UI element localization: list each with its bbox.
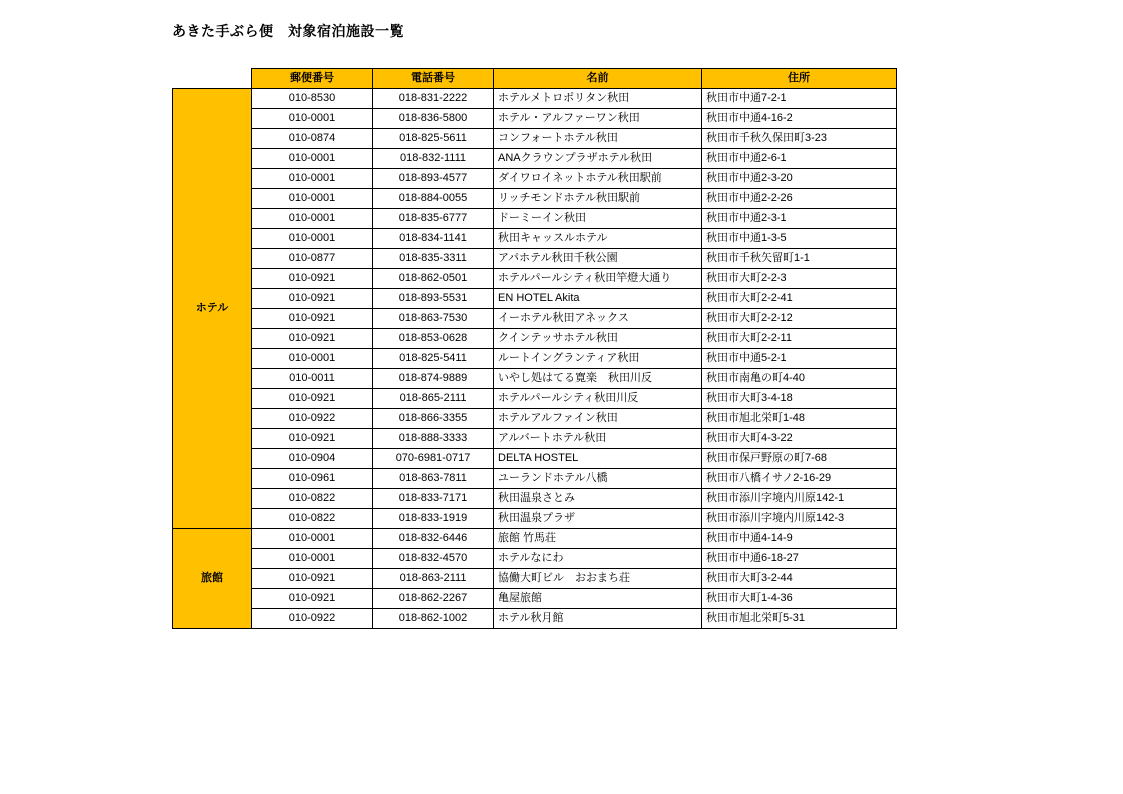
facility-name-cell: EN HOTEL Akita xyxy=(494,289,702,309)
tel-cell: 018-834-1141 xyxy=(373,229,494,249)
facility-name-cell: 秋田温泉プラザ xyxy=(494,509,702,529)
column-header-zip: 郵便番号 xyxy=(252,69,373,89)
address-cell: 秋田市大町2-2-12 xyxy=(702,309,897,329)
facility-name-cell: ルートイングランティア秋田 xyxy=(494,349,702,369)
zip-cell: 010-0877 xyxy=(252,249,373,269)
tel-cell: 018-832-6446 xyxy=(373,529,494,549)
address-cell: 秋田市千秋矢留町1-1 xyxy=(702,249,897,269)
facility-name-cell: ホテルメトロポリタン秋田 xyxy=(494,89,702,109)
zip-cell: 010-0001 xyxy=(252,169,373,189)
table-row xyxy=(173,569,897,589)
column-header-tel: 電話番号 xyxy=(373,69,494,89)
zip-cell: 010-0001 xyxy=(252,349,373,369)
address-cell: 秋田市大町3-4-18 xyxy=(702,389,897,409)
facility-name-cell: いやし処はてる寛楽 秋田川反 xyxy=(494,369,702,389)
table-row xyxy=(173,529,897,549)
zip-cell: 010-0822 xyxy=(252,489,373,509)
page-title: あきた手ぶら便 対象宿泊施設一覧 xyxy=(172,23,404,39)
zip-cell: 010-0011 xyxy=(252,369,373,389)
zip-cell: 010-0822 xyxy=(252,509,373,529)
table-row xyxy=(173,129,897,149)
table-row xyxy=(173,109,897,129)
tel-cell: 018-832-1111 xyxy=(373,149,494,169)
address-cell: 秋田市中通6-18-27 xyxy=(702,549,897,569)
tel-cell: 018-825-5611 xyxy=(373,129,494,149)
tel-cell: 018-884-0055 xyxy=(373,189,494,209)
zip-cell: 010-0921 xyxy=(252,309,373,329)
table-row xyxy=(173,349,897,369)
tel-cell: 018-831-2222 xyxy=(373,89,494,109)
address-cell: 秋田市大町4-3-22 xyxy=(702,429,897,449)
table-row xyxy=(173,229,897,249)
tel-cell: 018-833-7171 xyxy=(373,489,494,509)
zip-cell: 010-0961 xyxy=(252,469,373,489)
tel-cell: 018-893-5531 xyxy=(373,289,494,309)
address-cell: 秋田市中通2-2-26 xyxy=(702,189,897,209)
table-row xyxy=(173,609,897,629)
address-cell: 秋田市中通2-3-1 xyxy=(702,209,897,229)
tel-cell: 018-835-6777 xyxy=(373,209,494,229)
address-cell: 秋田市中通1-3-5 xyxy=(702,229,897,249)
tel-cell: 018-863-2111 xyxy=(373,569,494,589)
address-cell: 秋田市中通7-2-1 xyxy=(702,89,897,109)
table-row xyxy=(173,549,897,569)
address-cell: 秋田市大町2-2-41 xyxy=(702,289,897,309)
zip-cell: 010-8530 xyxy=(252,89,373,109)
zip-cell: 010-0921 xyxy=(252,329,373,349)
column-header-address: 住所 xyxy=(702,69,897,89)
facility-name-cell: ホテル・アルファーワン秋田 xyxy=(494,109,702,129)
table-row xyxy=(173,189,897,209)
facility-name-cell: リッチモンドホテル秋田駅前 xyxy=(494,189,702,209)
zip-cell: 010-0874 xyxy=(252,129,373,149)
tel-cell: 018-862-0501 xyxy=(373,269,494,289)
facility-name-cell: ドーミーイン秋田 xyxy=(494,209,702,229)
address-cell: 秋田市大町2-2-11 xyxy=(702,329,897,349)
address-cell: 秋田市南亀の町4-40 xyxy=(702,369,897,389)
table-row xyxy=(173,309,897,329)
address-cell: 秋田市旭北栄町1-48 xyxy=(702,409,897,429)
zip-cell: 010-0001 xyxy=(252,109,373,129)
tel-cell: 018-874-9889 xyxy=(373,369,494,389)
facility-name-cell: ホテルアルファイン秋田 xyxy=(494,409,702,429)
table-row xyxy=(173,269,897,289)
table-row xyxy=(173,249,897,269)
tel-cell: 018-825-5411 xyxy=(373,349,494,369)
table-row xyxy=(173,369,897,389)
facilities-table xyxy=(172,68,897,629)
address-cell: 秋田市中通4-14-9 xyxy=(702,529,897,549)
address-cell: 秋田市添川字境内川原142-3 xyxy=(702,509,897,529)
facilities-table-container xyxy=(172,68,896,629)
facility-name-cell: 旅館 竹馬荘 xyxy=(494,529,702,549)
zip-cell: 010-0921 xyxy=(252,569,373,589)
table-row xyxy=(173,509,897,529)
facility-name-cell: アパホテル秋田千秋公園 xyxy=(494,249,702,269)
zip-cell: 010-0001 xyxy=(252,209,373,229)
address-cell: 秋田市八橋イサノ2-16-29 xyxy=(702,469,897,489)
table-row xyxy=(173,289,897,309)
zip-cell: 010-0921 xyxy=(252,289,373,309)
zip-cell: 010-0001 xyxy=(252,149,373,169)
facility-name-cell: イーホテル秋田アネックス xyxy=(494,309,702,329)
tel-cell: 018-888-3333 xyxy=(373,429,494,449)
table-row xyxy=(173,589,897,609)
table-body xyxy=(173,89,897,629)
table-row xyxy=(173,469,897,489)
facility-name-cell: ユーランドホテル八橋 xyxy=(494,469,702,489)
zip-cell: 010-0921 xyxy=(252,429,373,449)
table-row xyxy=(173,329,897,349)
tel-cell: 018-836-5800 xyxy=(373,109,494,129)
facility-name-cell: ホテル秋月館 xyxy=(494,609,702,629)
zip-cell: 010-0922 xyxy=(252,609,373,629)
tel-cell: 018-853-0628 xyxy=(373,329,494,349)
address-cell: 秋田市大町1-4-36 xyxy=(702,589,897,609)
address-cell: 秋田市大町3-2-44 xyxy=(702,569,897,589)
table-row xyxy=(173,389,897,409)
zip-cell: 010-0001 xyxy=(252,529,373,549)
tel-cell: 018-832-4570 xyxy=(373,549,494,569)
address-cell: 秋田市旭北栄町5-31 xyxy=(702,609,897,629)
table-row xyxy=(173,149,897,169)
column-header-category xyxy=(173,69,252,89)
address-cell: 秋田市中通5-2-1 xyxy=(702,349,897,369)
zip-cell: 010-0001 xyxy=(252,189,373,209)
table-row xyxy=(173,409,897,429)
table-row xyxy=(173,489,897,509)
address-cell: 秋田市保戸野原の町7-68 xyxy=(702,449,897,469)
table-row xyxy=(173,169,897,189)
facility-name-cell: DELTA HOSTEL xyxy=(494,449,702,469)
tel-cell: 018-862-1002 xyxy=(373,609,494,629)
facility-name-cell: ホテルなにわ xyxy=(494,549,702,569)
facility-name-cell: クインテッサホテル秋田 xyxy=(494,329,702,349)
column-header-name: 名前 xyxy=(494,69,702,89)
category-cell: ホテル xyxy=(173,89,252,529)
facility-name-cell: コンフォートホテル秋田 xyxy=(494,129,702,149)
table-row xyxy=(173,449,897,469)
zip-cell: 010-0904 xyxy=(252,449,373,469)
facility-name-cell: ダイワロイネットホテル秋田駅前 xyxy=(494,169,702,189)
tel-cell: 018-893-4577 xyxy=(373,169,494,189)
tel-cell: 018-865-2111 xyxy=(373,389,494,409)
table-row xyxy=(173,209,897,229)
table-header xyxy=(173,69,897,89)
zip-cell: 010-0922 xyxy=(252,409,373,429)
zip-cell: 010-0001 xyxy=(252,549,373,569)
table-header-row xyxy=(173,69,897,89)
table-row xyxy=(173,429,897,449)
category-cell: 旅館 xyxy=(173,529,252,629)
facility-name-cell: ホテルパールシティ秋田川反 xyxy=(494,389,702,409)
address-cell: 秋田市中通4-16-2 xyxy=(702,109,897,129)
address-cell: 秋田市中通2-3-20 xyxy=(702,169,897,189)
table-row xyxy=(173,89,897,109)
address-cell: 秋田市中通2-6-1 xyxy=(702,149,897,169)
facility-name-cell: 秋田温泉さとみ xyxy=(494,489,702,509)
tel-cell: 018-866-3355 xyxy=(373,409,494,429)
facility-name-cell: アルバートホテル秋田 xyxy=(494,429,702,449)
zip-cell: 010-0001 xyxy=(252,229,373,249)
address-cell: 秋田市千秋久保田町3-23 xyxy=(702,129,897,149)
zip-cell: 010-0921 xyxy=(252,269,373,289)
zip-cell: 010-0921 xyxy=(252,589,373,609)
tel-cell: 018-863-7811 xyxy=(373,469,494,489)
facility-name-cell: ホテルパールシティ秋田竿燈大通り xyxy=(494,269,702,289)
tel-cell: 070-6981-0717 xyxy=(373,449,494,469)
tel-cell: 018-863-7530 xyxy=(373,309,494,329)
zip-cell: 010-0921 xyxy=(252,389,373,409)
facility-name-cell: 亀屋旅館 xyxy=(494,589,702,609)
tel-cell: 018-833-1919 xyxy=(373,509,494,529)
facility-name-cell: 協働大町ビル おおまち荘 xyxy=(494,569,702,589)
facility-name-cell: 秋田キャッスルホテル xyxy=(494,229,702,249)
tel-cell: 018-835-3311 xyxy=(373,249,494,269)
tel-cell: 018-862-2267 xyxy=(373,589,494,609)
address-cell: 秋田市大町2-2-3 xyxy=(702,269,897,289)
facility-name-cell: ANAクラウンプラザホテル秋田 xyxy=(494,149,702,169)
address-cell: 秋田市添川字境内川原142-1 xyxy=(702,489,897,509)
